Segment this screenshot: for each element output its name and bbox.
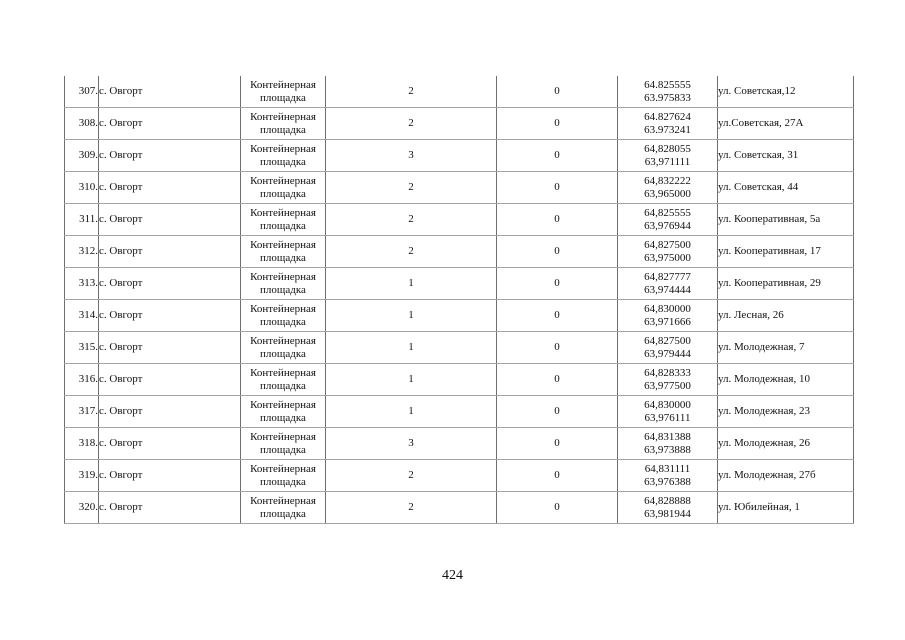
container-count-cell: 1 [326,364,497,396]
container-count-cell: 1 [326,268,497,300]
row-number: 308. [65,108,99,140]
latitude-value: 64.825555 [644,78,691,91]
longitude-value: 63,976944 [644,219,691,232]
longitude-value: 63,974444 [644,283,691,296]
row-number: 311. [65,204,99,236]
zero-value-cell: 0 [497,300,618,332]
latitude-value: 64,828055 [644,142,691,155]
site-type-line1: Контейнерная [250,302,316,315]
container-count-cell: 2 [326,460,497,492]
longitude-value: 63,977500 [644,379,691,392]
site-type-line2: площадка [260,475,306,488]
table-row [65,396,854,428]
coordinates-cell [618,428,718,460]
table-row [65,172,854,204]
page-number: 424 [442,568,463,583]
address-cell: ул. Кооперативная, 5а [718,204,854,236]
zero-value-cell: 0 [497,492,618,524]
site-type-line1: Контейнерная [250,110,316,123]
latitude-value: 64,827500 [644,238,691,251]
row-number: 309. [65,140,99,172]
table-row [65,332,854,364]
site-type-cell [241,428,326,460]
address-cell: ул. Молодежная, 23 [718,396,854,428]
site-type-cell [241,204,326,236]
longitude-value: 63,971666 [644,315,691,328]
row-number: 307. [65,76,99,108]
zero-value-cell: 0 [497,76,618,108]
coordinates-cell [618,204,718,236]
zero-value-cell: 0 [497,172,618,204]
latitude-value: 64,827500 [644,334,691,347]
coordinates-cell [618,236,718,268]
row-number: 319. [65,460,99,492]
row-number: 318. [65,428,99,460]
address-cell: ул. Кооперативная, 17 [718,236,854,268]
address-cell: ул. Кооперативная, 29 [718,268,854,300]
settlement-cell: с. Овгорт [99,396,241,428]
settlement-cell: с. Овгорт [99,332,241,364]
coordinates-cell [618,172,718,204]
latitude-value: 64.827624 [644,110,691,123]
table-body [65,76,854,524]
address-cell: ул. Молодежная, 10 [718,364,854,396]
settlement-cell: с. Овгорт [99,428,241,460]
site-type-cell [241,108,326,140]
site-type-cell [241,396,326,428]
site-type-line2: площадка [260,347,306,360]
longitude-value: 63,979444 [644,347,691,360]
table-row [65,364,854,396]
site-type-line1: Контейнерная [250,398,316,411]
row-number: 320. [65,492,99,524]
site-type-line2: площадка [260,411,306,424]
row-number: 312. [65,236,99,268]
container-sites-table [64,76,854,524]
site-type-line2: площадка [260,219,306,232]
coordinates-cell [618,460,718,492]
container-count-cell: 1 [326,300,497,332]
address-cell: ул. Молодежная, 27б [718,460,854,492]
site-type-line1: Контейнерная [250,174,316,187]
site-type-cell [241,172,326,204]
coordinates-cell [618,300,718,332]
site-type-cell [241,76,326,108]
site-type-line1: Контейнерная [250,78,316,91]
settlement-cell: с. Овгорт [99,492,241,524]
longitude-value: 63,976388 [644,475,691,488]
table-row [65,140,854,172]
table-row [65,428,854,460]
zero-value-cell: 0 [497,332,618,364]
site-type-cell [241,236,326,268]
settlement-cell: с. Овгорт [99,300,241,332]
longitude-value: 63.975833 [644,91,691,104]
site-type-line2: площадка [260,315,306,328]
site-type-line2: площадка [260,187,306,200]
container-count-cell: 2 [326,204,497,236]
row-number: 310. [65,172,99,204]
coordinates-cell [618,492,718,524]
site-type-line2: площадка [260,443,306,456]
container-count-cell: 2 [326,108,497,140]
site-type-line1: Контейнерная [250,270,316,283]
zero-value-cell: 0 [497,428,618,460]
coordinates-cell [618,332,718,364]
zero-value-cell: 0 [497,268,618,300]
settlement-cell: с. Овгорт [99,236,241,268]
address-cell: ул. Молодежная, 7 [718,332,854,364]
site-type-line1: Контейнерная [250,366,316,379]
site-type-cell [241,332,326,364]
coordinates-cell [618,364,718,396]
settlement-cell: с. Овгорт [99,108,241,140]
settlement-cell: с. Овгорт [99,460,241,492]
settlement-cell: с. Овгорт [99,172,241,204]
table-row [65,204,854,236]
site-type-cell [241,300,326,332]
site-type-line2: площадка [260,91,306,104]
site-type-line2: площадка [260,123,306,136]
row-number: 317. [65,396,99,428]
site-type-line2: площадка [260,251,306,264]
zero-value-cell: 0 [497,396,618,428]
latitude-value: 64,832222 [644,174,691,187]
settlement-cell: с. Овгорт [99,364,241,396]
address-cell: ул. Юбилейная, 1 [718,492,854,524]
container-count-cell: 1 [326,396,497,428]
latitude-value: 64,825555 [644,206,691,219]
site-type-line2: площадка [260,379,306,392]
longitude-value: 63,976111 [644,411,691,424]
address-cell: ул.Советская, 27А [718,108,854,140]
table-row [65,460,854,492]
site-type-line1: Контейнерная [250,206,316,219]
zero-value-cell: 0 [497,204,618,236]
latitude-value: 64,828888 [644,494,691,507]
longitude-value: 63,973888 [644,443,691,456]
table-row [65,268,854,300]
table-row [65,236,854,268]
longitude-value: 63,975000 [644,251,691,264]
latitude-value: 64,830000 [644,398,691,411]
row-number: 315. [65,332,99,364]
table-row [65,76,854,108]
site-type-cell [241,460,326,492]
latitude-value: 64,827777 [644,270,691,283]
site-type-line2: площадка [260,283,306,296]
site-type-line1: Контейнерная [250,142,316,155]
address-cell: ул. Молодежная, 26 [718,428,854,460]
latitude-value: 64,830000 [644,302,691,315]
container-count-cell: 2 [326,492,497,524]
site-type-cell [241,140,326,172]
table-row [65,300,854,332]
site-type-line1: Контейнерная [250,462,316,475]
row-number: 313. [65,268,99,300]
latitude-value: 64,828333 [644,366,691,379]
site-type-line1: Контейнерная [250,238,316,251]
coordinates-cell [618,76,718,108]
site-type-line2: площадка [260,507,306,520]
zero-value-cell: 0 [497,236,618,268]
site-type-line1: Контейнерная [250,334,316,347]
address-cell: ул. Советская, 44 [718,172,854,204]
site-type-line1: Контейнерная [250,494,316,507]
container-count-cell: 1 [326,332,497,364]
coordinates-cell [618,140,718,172]
address-cell: ул. Советская,12 [718,76,854,108]
table-row [65,492,854,524]
container-count-cell: 3 [326,428,497,460]
address-cell: ул. Лесная, 26 [718,300,854,332]
site-type-cell [241,492,326,524]
site-type-line2: площадка [260,155,306,168]
longitude-value: 63,971111 [644,155,691,168]
longitude-value: 63,981944 [644,507,691,520]
latitude-value: 64,831388 [644,430,691,443]
coordinates-cell [618,108,718,140]
table-row [65,108,854,140]
settlement-cell: с. Овгорт [99,204,241,236]
settlement-cell: с. Овгорт [99,76,241,108]
settlement-cell: с. Овгорт [99,140,241,172]
row-number: 314. [65,300,99,332]
row-number: 316. [65,364,99,396]
site-type-cell [241,268,326,300]
zero-value-cell: 0 [497,108,618,140]
site-type-cell [241,364,326,396]
settlement-cell: с. Овгорт [99,268,241,300]
zero-value-cell: 0 [497,364,618,396]
address-cell: ул. Советская, 31 [718,140,854,172]
longitude-value: 63.973241 [644,123,691,136]
latitude-value: 64,831111 [644,462,691,475]
site-type-line1: Контейнерная [250,430,316,443]
zero-value-cell: 0 [497,140,618,172]
coordinates-cell [618,268,718,300]
container-count-cell: 2 [326,236,497,268]
longitude-value: 63,965000 [644,187,691,200]
zero-value-cell: 0 [497,460,618,492]
container-count-cell: 3 [326,140,497,172]
container-count-cell: 2 [326,172,497,204]
container-count-cell: 2 [326,76,497,108]
coordinates-cell [618,396,718,428]
